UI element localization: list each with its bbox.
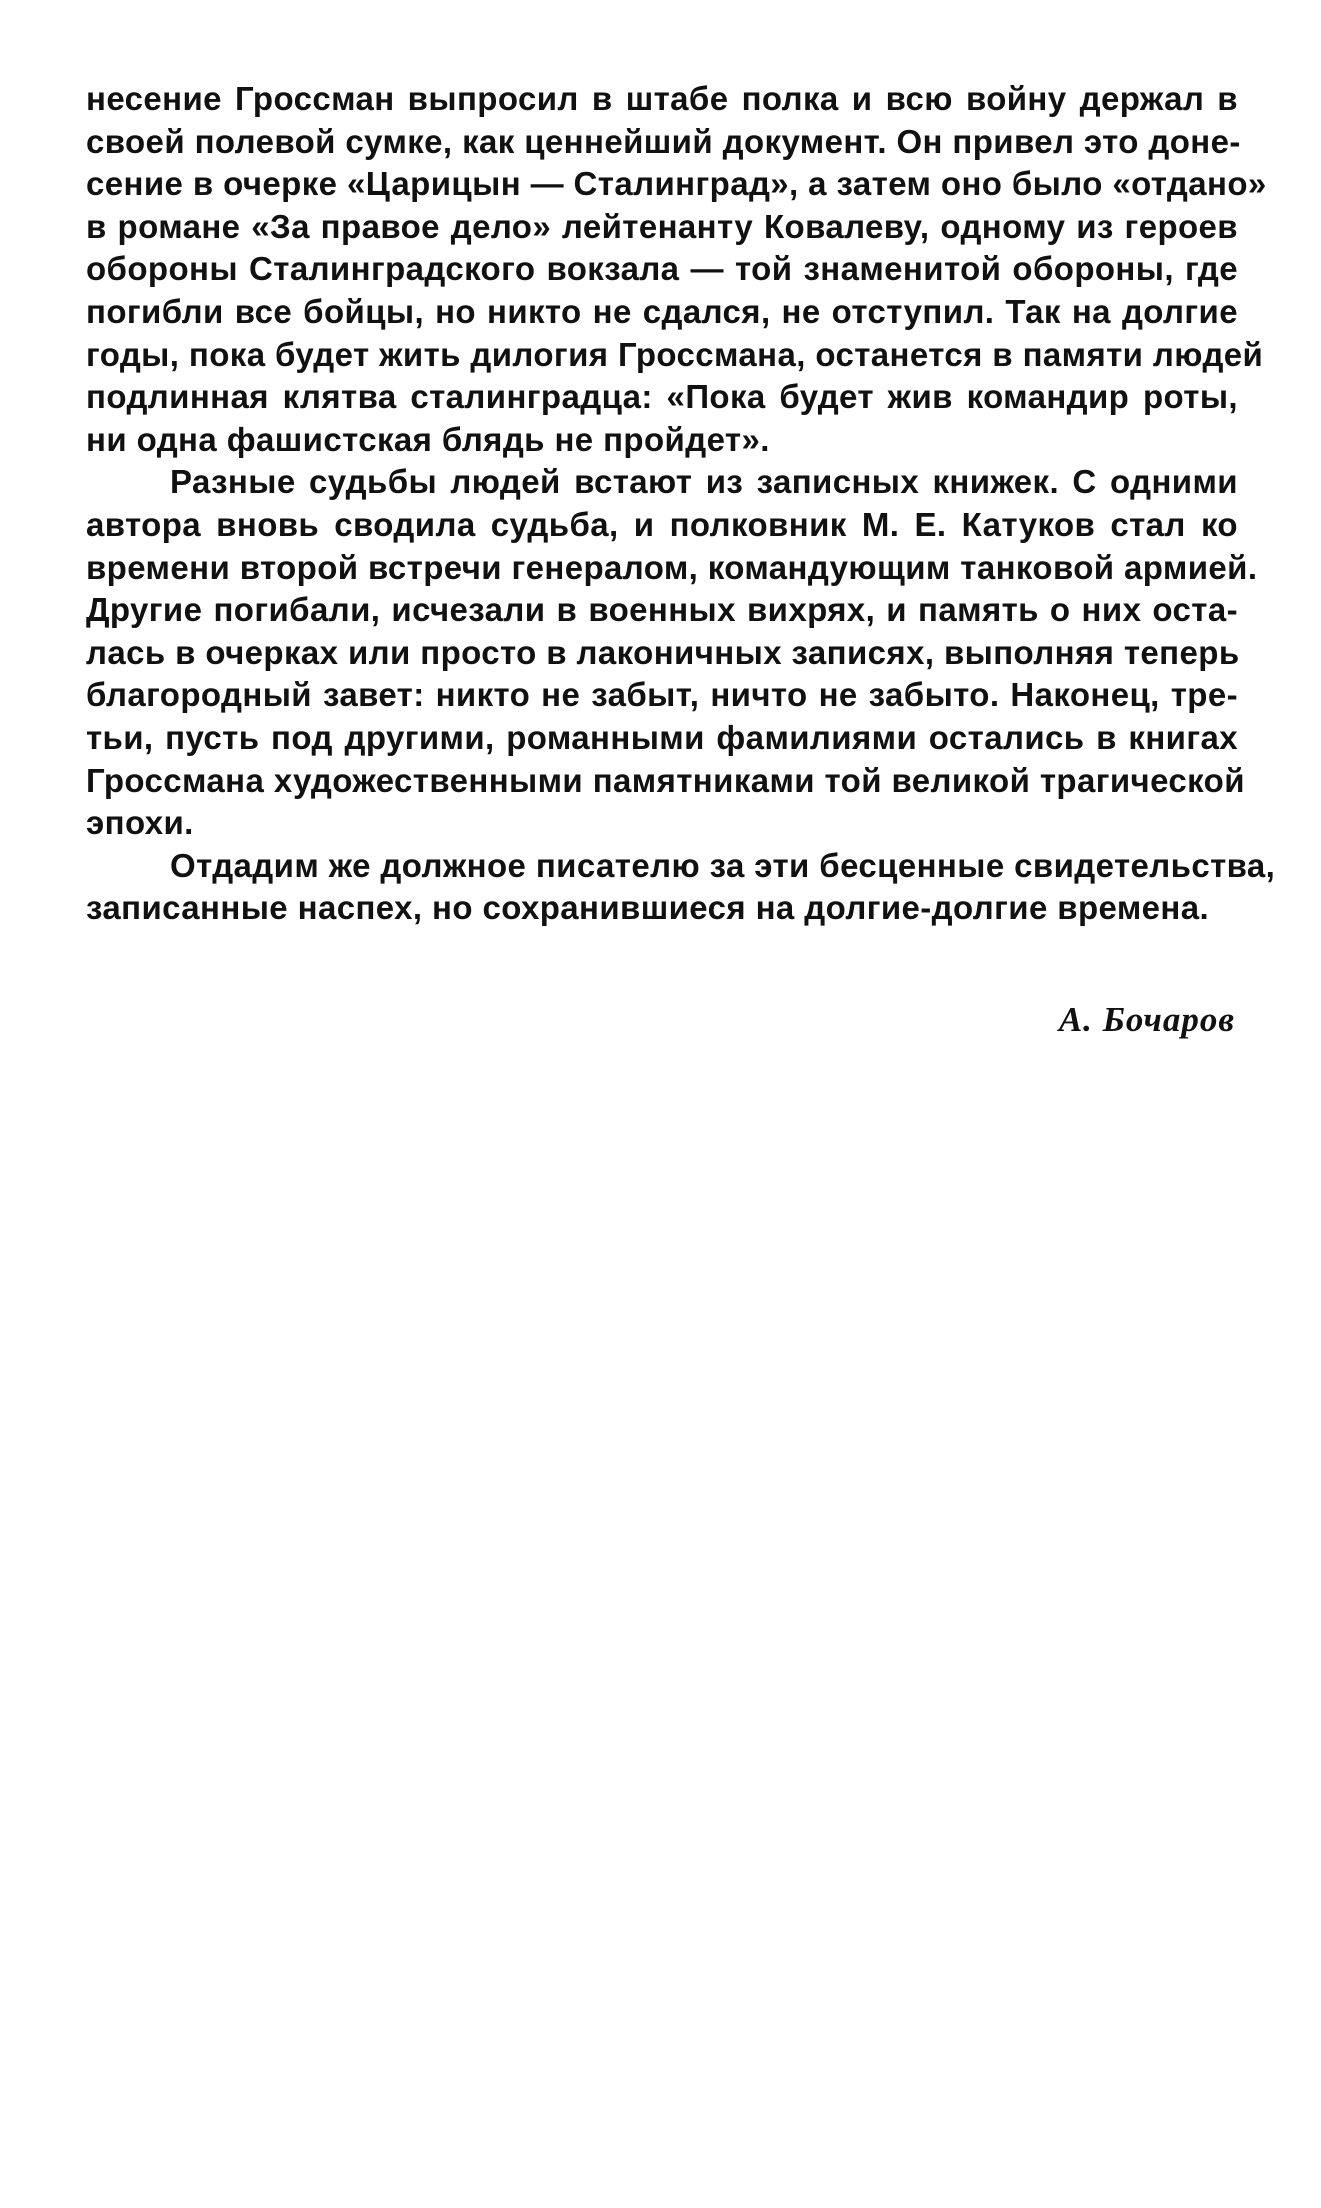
text-line: несение Гроссман выпросил в штабе полка и всю войну держал в xyxy=(86,80,1238,117)
paragraph-2 xyxy=(86,461,1258,844)
body-text xyxy=(86,78,1276,930)
text-line: Разные судьбы людей встают из записных книжек. С одними xyxy=(170,463,1238,501)
text-line: эпохи. xyxy=(86,804,194,842)
text-line: тьи, пусть под другими, романными фамилиями остались в книгах xyxy=(86,718,1238,756)
text-line: Гроссмана художественными памятниками той великой трагической xyxy=(86,761,1245,799)
text-line: ни одна фашистская блядь не пройдет». xyxy=(86,420,770,458)
paragraph-1 xyxy=(86,78,1267,461)
text-line: годы, пока будет жить дилогия Гроссмана, останется в памяти людей xyxy=(86,335,1264,373)
text-line: в романе «За правое дело» лейтенанту Ковалеву, одному из героев xyxy=(86,207,1238,245)
text-line: сение в очерке «Царицын — Сталинград», а затем оно было «отдано» xyxy=(86,165,1267,203)
text-line: своей полевой сумке, как ценнейший документ. Он привел это доне- xyxy=(86,122,1241,160)
text-line: благородный завет: никто не забыт, ничто не забыто. Наконец, тре- xyxy=(86,676,1238,714)
text-line: Другие погибали, исчезали в военных вихрях, и память о них оста- xyxy=(86,591,1238,629)
paragraph-3 xyxy=(86,845,1276,930)
text-line: записанные наспех, но сохранившиеся на долгие-долгие времена. xyxy=(86,889,1210,927)
text-line: погибли все бойцы, но никто не сдался, не отступил. Так на долгие xyxy=(86,292,1238,330)
text-line: подлинная клятва сталинградца: «Пока будет жив командир роты, xyxy=(86,378,1238,416)
text-line: Отдадим же должное писателю за эти бесценные свидетельства, xyxy=(170,846,1276,884)
text-line: обороны Сталинградского вокзала — той знаменитой обороны, где xyxy=(86,250,1238,288)
text-line: лась в очерках или просто в лаконичных записях, выполняя теперь xyxy=(86,633,1240,671)
author-signature: А. Бочаров xyxy=(1058,1000,1235,1039)
text-line: автора вновь сводила судьба, и полковник М. Е. Катуков стал ко xyxy=(86,505,1238,543)
text-line: времени второй встречи генералом, командующим танковой армией. xyxy=(86,548,1258,586)
